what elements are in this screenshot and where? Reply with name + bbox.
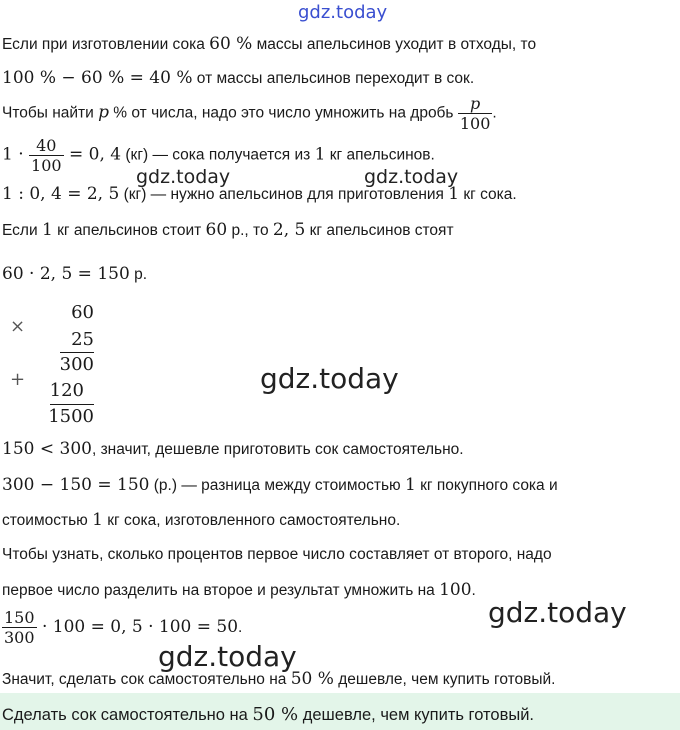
text-line-13: $\frac{150}{300}$ · 100 = 0, 5 · 100 = 50. bbox=[4, 608, 243, 648]
answer-text: Сделать сок самостоятельно на 50 % дешевле, чем купить готовый. bbox=[2, 704, 535, 725]
watermark-inline-2: gdz.today bbox=[364, 166, 459, 188]
plus-sign: + bbox=[10, 369, 26, 390]
text-line-2: 100 % − 60 % = 40 % от массы апельсинов переходит в сок. bbox=[2, 68, 475, 88]
divider-line-2 bbox=[50, 404, 94, 405]
text-line-5: 1 : 0, 4 = 2, 5 (кг) — нужно апельсинов для приготовления 1 кг сока. bbox=[2, 184, 517, 204]
text-line-8: 150 < 300, значит, дешевле приготовить сок самостоятельно. bbox=[2, 439, 464, 459]
text-line-12: первое число разделить на второе и результат умножить на 100. bbox=[2, 580, 476, 600]
times-sign: × bbox=[10, 316, 26, 337]
watermark-bottom: gdz.today bbox=[158, 640, 297, 673]
partial-120: 120 bbox=[49, 380, 84, 401]
fraction-40-over-100: $\frac{40}{100}$ bbox=[31, 136, 62, 175]
text-line-1: Если при изготовлении сока 60 % массы апельсинов уходит в отходы, то bbox=[2, 34, 537, 54]
text-line-14: Значит, сделать сок самостоятельно на 50 % дешевле, чем купить готовый. bbox=[2, 669, 556, 689]
text-line-3: Чтобы найти p % от числа, надо это число умножить на дробь $\frac{p}{100}$ . bbox=[2, 94, 497, 133]
text-line-9: 300 − 150 = 150 (р.) — разница между стоимостью 1 кг покупного сока и bbox=[2, 475, 558, 495]
text-line-4: 1 · $\frac{40}{100}$ = 0, 4 (кг) — сока получается из 1 кг апельсинов. bbox=[2, 136, 435, 175]
fraction-p-over-100: $\frac{p}{100}$ bbox=[459, 94, 491, 133]
watermark-top: gdz.today bbox=[298, 2, 388, 23]
watermark-center: gdz.today bbox=[260, 362, 399, 395]
fraction-150-over-300: $\frac{150}{300}$ bbox=[4, 608, 35, 648]
partial-300: 300 bbox=[59, 354, 94, 375]
text-line-11: Чтобы узнать, сколько процентов первое число составляет от второго, надо bbox=[2, 546, 552, 563]
divider-line-1 bbox=[60, 352, 94, 353]
text-line-7: 60 · 2, 5 = 150 р. bbox=[2, 264, 148, 284]
watermark-right: gdz.today bbox=[488, 596, 627, 629]
watermark-inline-1: gdz.today bbox=[136, 166, 231, 188]
text-line-6: Если 1 кг апельсинов стоит 60 р., то 2, 5 кг апельсинов стоят bbox=[2, 220, 454, 240]
factor-60: 60 bbox=[71, 302, 94, 323]
factor-25: 25 bbox=[71, 329, 94, 350]
text-line-10: стоимостью 1 кг сока, изготовленного самостоятельно. bbox=[2, 510, 401, 530]
result-1500: 1500 bbox=[48, 406, 94, 427]
